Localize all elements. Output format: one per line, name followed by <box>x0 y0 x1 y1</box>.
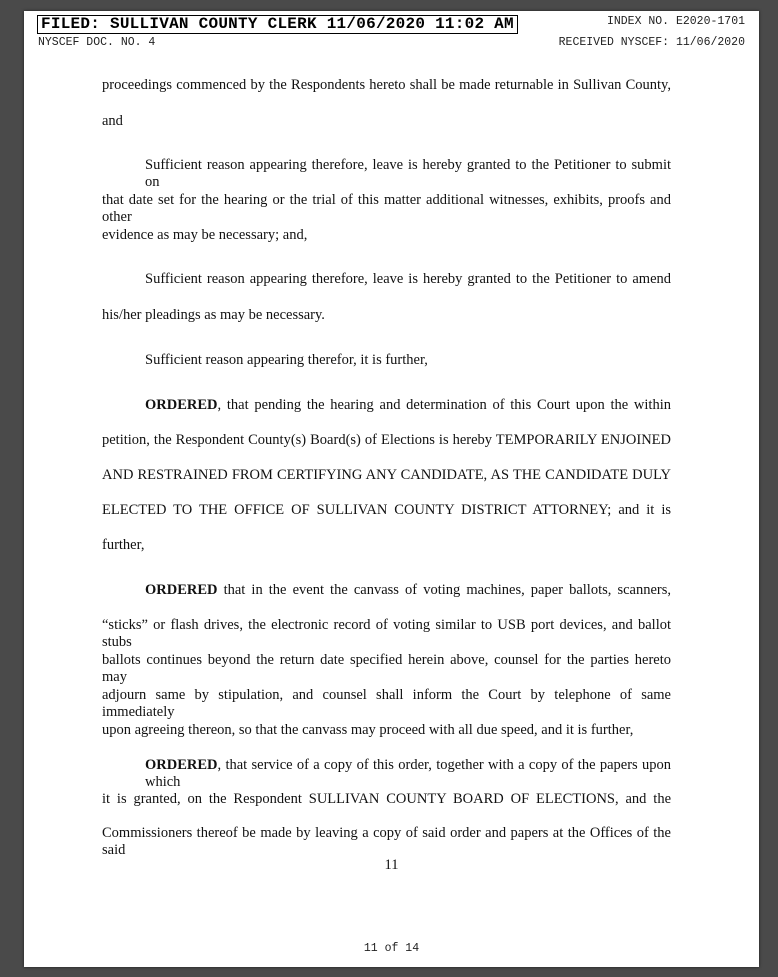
page-footer: 11 of 14 <box>363 942 420 955</box>
body-text: , that pending the hearing and determination of this Court upon the within <box>217 397 671 413</box>
index-number: INDEX NO. E2020-1701 <box>606 15 745 28</box>
body-line: petition, the Respondent County(s) Board(s) of Elections is hereby TEMPORARILY ENJOINED <box>102 432 671 448</box>
body-line: ballots continues beyond the return date specified herein above, counsel for the parties hereto may <box>102 652 671 685</box>
body-line: Sufficient reason appearing therefore, leave is hereby granted to the Petitioner to amend <box>145 271 671 287</box>
ordered-heading: ORDERED <box>145 397 218 413</box>
body-line: adjourn same by stipulation, and counsel shall inform the Court by telephone of same immediately <box>102 687 671 720</box>
body-line: Commissioners thereof be made by leaving a copy of said order and papers at the Offices of the said <box>102 825 671 858</box>
ordered-heading: ORDERED <box>145 757 218 773</box>
nyscef-doc-number: NYSCEF DOC. NO. 4 <box>38 36 156 49</box>
ordered-paragraph-line <box>145 757 671 791</box>
body-line: it is granted, on the Respondent SULLIVAN COUNTY BOARD OF ELECTIONS, and the <box>102 791 671 807</box>
ordered-heading: ORDERED <box>145 582 218 598</box>
page-number: 11 <box>384 857 399 873</box>
body-line: evidence as may be necessary; and, <box>102 227 308 243</box>
body-line: his/her pleadings as may be necessary. <box>102 307 325 323</box>
body-line: proceedings commenced by the Respondents hereto shall be made returnable in Sullivan County, <box>102 77 671 93</box>
body-line: further, <box>102 537 145 553</box>
filed-stamp: FILED: SULLIVAN COUNTY CLERK 11/06/2020 11:02 AM <box>37 15 518 34</box>
document-page <box>24 11 759 967</box>
received-date: RECEIVED NYSCEF: 11/06/2020 <box>558 36 745 49</box>
ordered-paragraph-line <box>145 397 671 414</box>
body-line: ELECTED TO THE OFFICE OF SULLIVAN COUNTY DISTRICT ATTORNEY; and it is <box>102 502 671 518</box>
body-line: that date set for the hearing or the trial of this matter additional witnesses, exhibits, proofs and other <box>102 192 671 225</box>
body-text: that in the event the canvass of voting machines, paper ballots, scanners, <box>217 582 671 598</box>
body-text: , that service of a copy of this order, together with a copy of the papers upon which <box>145 757 671 790</box>
body-line: Sufficient reason appearing therefor, it is further, <box>145 352 428 368</box>
body-line: Sufficient reason appearing therefore, leave is hereby granted to the Petitioner to submit on <box>145 157 671 190</box>
body-line: and <box>102 113 123 129</box>
ordered-paragraph-line <box>145 582 671 599</box>
body-line: “sticks” or flash drives, the electronic record of voting similar to USB port devices, and ballot stubs <box>102 617 671 650</box>
body-line: upon agreeing thereon, so that the canvass may proceed with all due speed, and it is further, <box>102 722 634 738</box>
body-line: AND RESTRAINED FROM CERTIFYING ANY CANDIDATE, AS THE CANDIDATE DULY <box>102 467 671 483</box>
